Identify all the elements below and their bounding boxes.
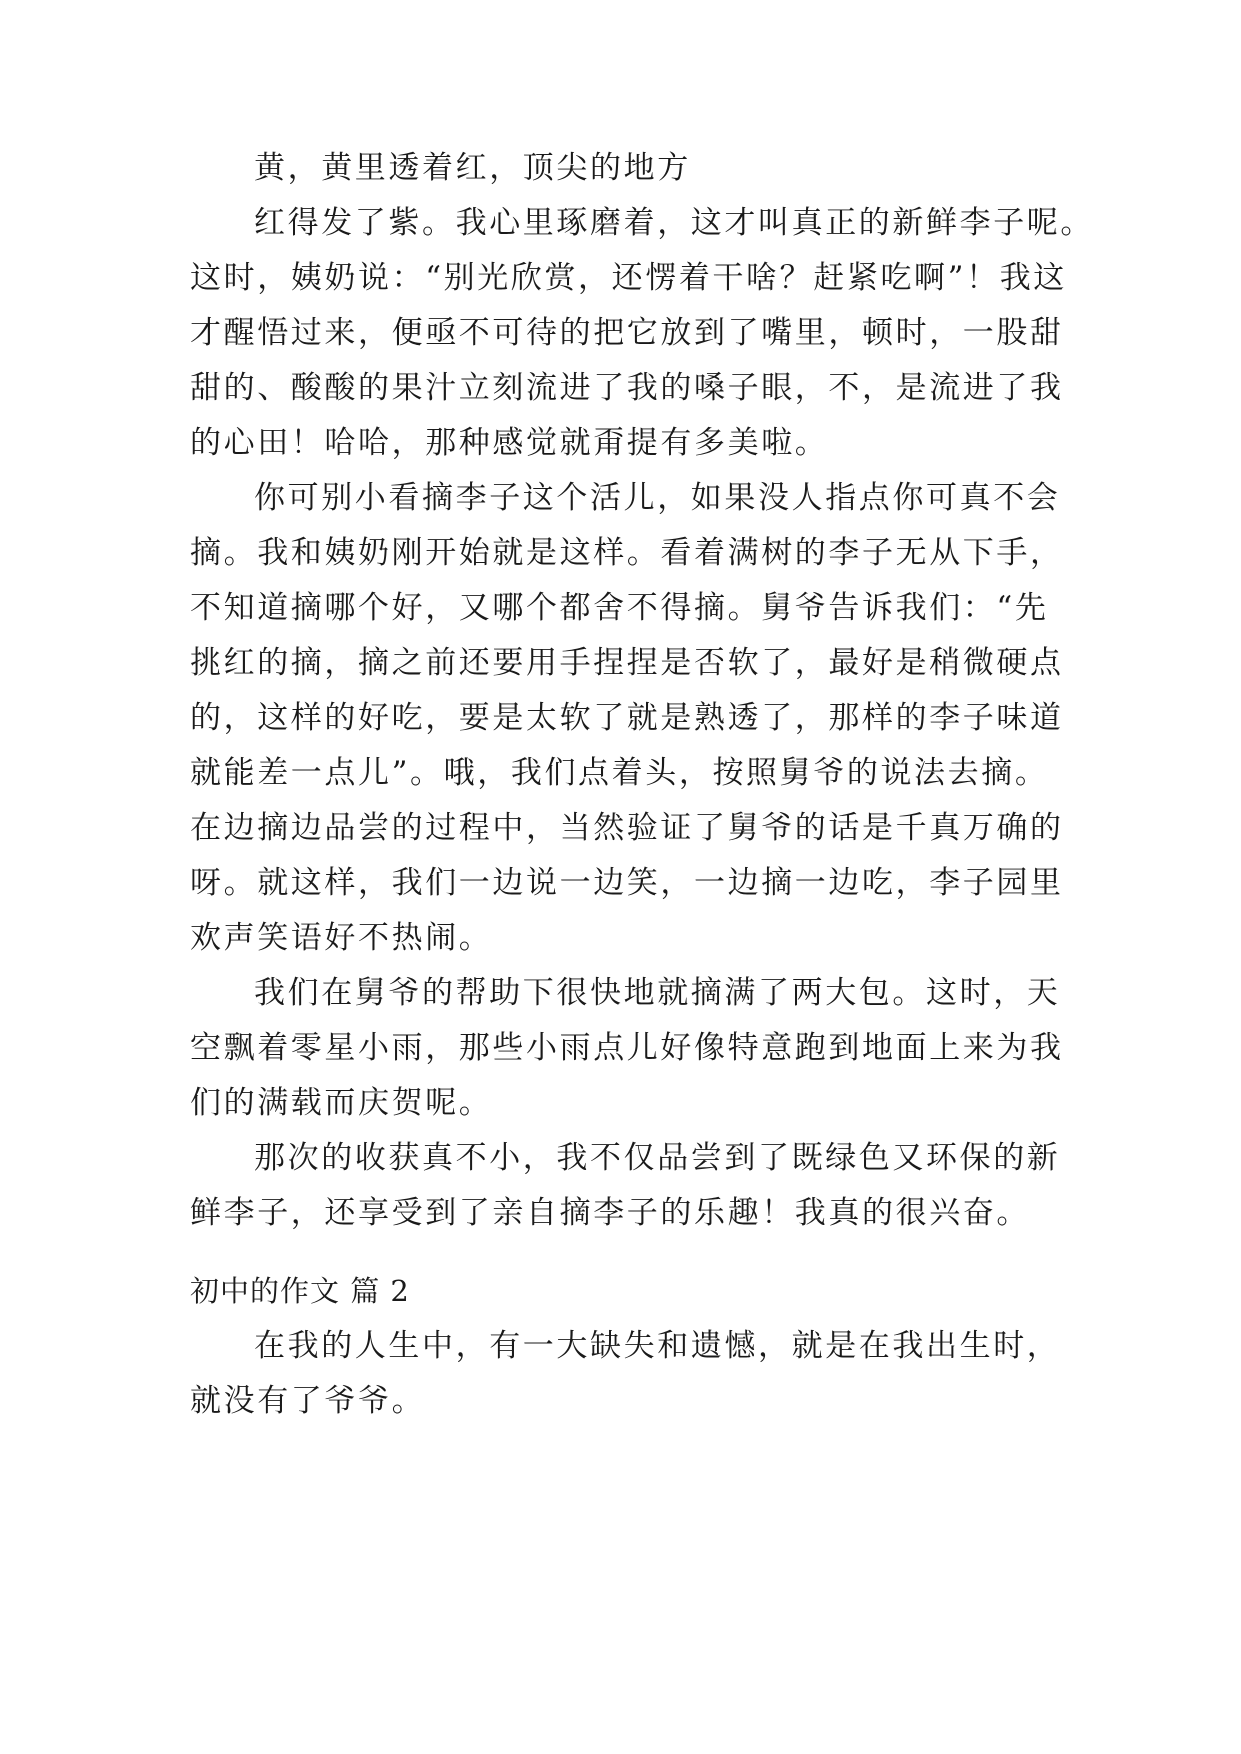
paragraph-line: 的，这样的好吃，要是太软了就是熟透了，那样的李子味道 xyxy=(190,700,1064,736)
paragraph-line: 那次的收获真不小，我不仅品尝到了既绿色又环保的新 xyxy=(254,1140,1061,1176)
paragraph-line: 在边摘边品尝的过程中，当然验证了舅爷的话是千真万确的 xyxy=(190,810,1064,846)
paragraph-line: 我们在舅爷的帮助下很快地就摘满了两大包。这时，天 xyxy=(254,975,1061,1011)
paragraph-line: 在我的人生中，有一大缺失和遗憾，就是在我出生时， xyxy=(254,1328,1061,1364)
paragraph-line: 们的满载而庆贺呢。 xyxy=(190,1085,493,1121)
paragraph-line: 甜的、酸酸的果汁立刻流进了我的嗓子眼，不，是流进了我 xyxy=(190,370,1064,406)
paragraph-line: 红得发了紫。我心里琢磨着，这才叫真正的新鲜李子呢。 xyxy=(254,205,1094,241)
paragraph-line: 欢声笑语好不热闹。 xyxy=(190,920,493,956)
paragraph-line: 这时，姨奶说：“别光欣赏，还愣着干啥？赶紧吃啊”！我这 xyxy=(190,260,1067,296)
paragraph-line: 摘。我和姨奶刚开始就是这样。看着满树的李子无从下手， xyxy=(190,535,1064,571)
paragraph-line: 挑红的摘，摘之前还要用手捏捏是否软了，最好是稍微硬点 xyxy=(190,645,1064,681)
paragraph-line: 呀。就这样，我们一边说一边笑，一边摘一边吃，李子园里 xyxy=(190,865,1064,901)
paragraph-line: 就能差一点儿”。哦，我们点着头，按照舅爷的说法去摘。 xyxy=(190,755,1049,791)
paragraph-line: 黄，黄里透着红，顶尖的地方 xyxy=(254,150,691,186)
paragraph-line: 空飘着零星小雨，那些小雨点儿好像特意跑到地面上来为我 xyxy=(190,1030,1064,1066)
paragraph-line: 就没有了爷爷。 xyxy=(190,1383,426,1419)
paragraph-line: 你可别小看摘李子这个活儿，如果没人指点你可真不会 xyxy=(254,480,1061,516)
paragraph-line: 不知道摘哪个好，又哪个都舍不得摘。舅爷告诉我们：“先 xyxy=(190,590,1049,626)
paragraph-line: 鲜李子，还享受到了亲自摘李子的乐趣！我真的很兴奋。 xyxy=(190,1195,1030,1231)
paragraph-line: 的心田！哈哈，那种感觉就甭提有多美啦。 xyxy=(190,425,829,461)
paragraph-line: 才醒悟过来，便亟不可待的把它放到了嘴里，顿时，一股甜 xyxy=(190,315,1064,351)
section-heading: 初中的作文 篇 2 xyxy=(190,1274,410,1308)
